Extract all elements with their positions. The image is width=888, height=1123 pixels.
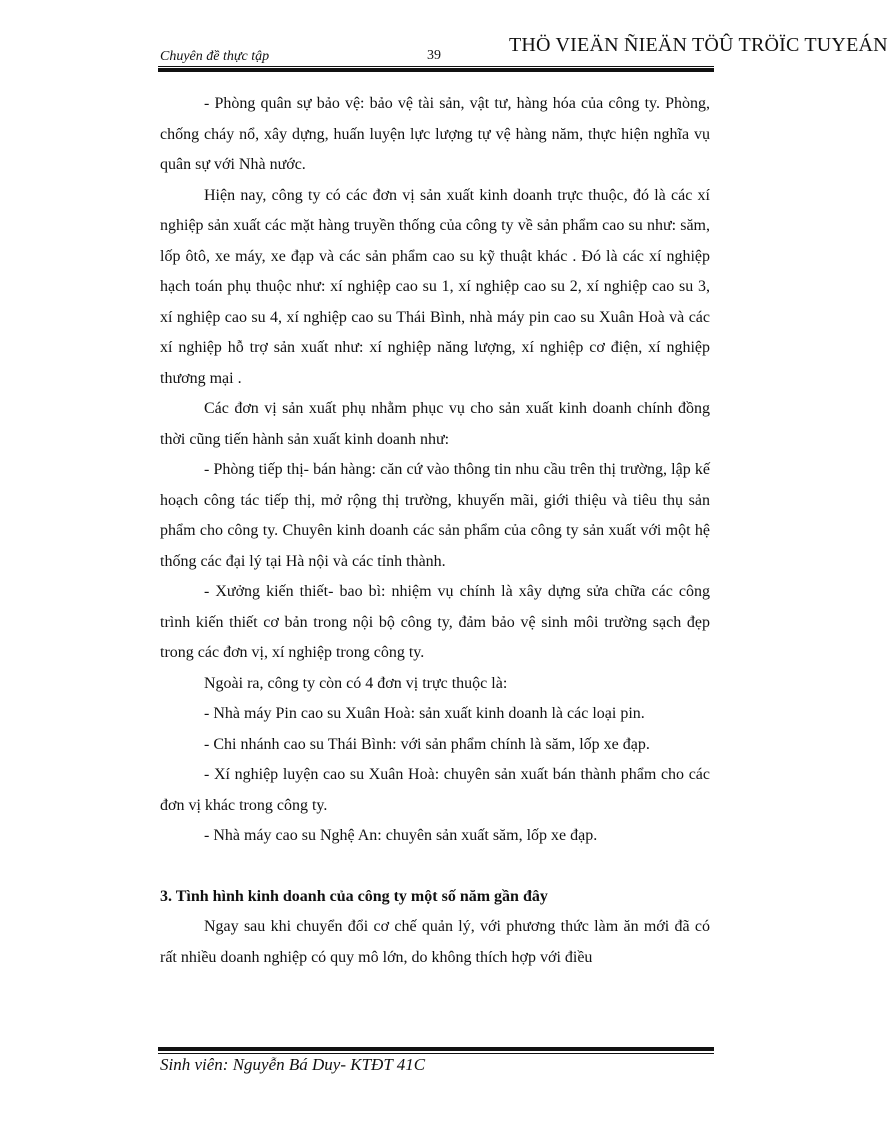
- paragraph: Các đơn vị sản xuất phụ nhằm phục vụ cho sản xuất kinh doanh chính đồng thời cũng tiến hành sản xuất kinh doanh như:: [160, 400, 710, 448]
- paragraph: - Phòng tiếp thị- bán hàng: căn cứ vào thông tin nhu cầu trên thị trường, lập kế hoạch công tác tiếp thị, mở rộng thị trường, khuyến mãi, giới thiệu và tiêu thụ sản phẩm cho công ty. Chuyên kinh doanh các sản phẩm của công ty sản xuất với một hệ thống các đại lý tại Hà nội và các tỉnh thành.: [160, 461, 710, 570]
- paragraph: - Xưởng kiến thiết- bao bì: nhiệm vụ chính là xây dựng sửa chữa các công trình kiến thiết cơ bản trong nội bộ công ty, đảm bảo vệ sinh môi trường sạch đẹp trong các đơn vị, xí nghiệp trong công ty.: [160, 583, 710, 661]
- paragraph: Ngay sau khi chuyển đổi cơ chế quản lý, với phương thức làm ăn mới đã có rất nhiều doanh nghiệp có quy mô lớn, do không thích hợp với điều: [160, 918, 710, 966]
- paragraph: - Phòng quân sự bảo vệ: bảo vệ tài sản, vật tư, hàng hóa của công ty. Phòng, chống cháy nổ, xây dựng, huấn luyện lực lượng tự vệ hàng năm, thực hiện nghĩa vụ quân sự với Nhà nước.: [160, 95, 710, 173]
- header-rule-thin: [158, 66, 714, 67]
- paragraph: - Nhà máy Pin cao su Xuân Hoà: sản xuất kinh doanh là các loại pin.: [204, 705, 645, 722]
- page-number: 39: [427, 48, 441, 63]
- paragraph: - Chi nhánh cao su Thái Bình: với sản phẩm chính là săm, lốp xe đạp.: [204, 735, 650, 753]
- paragraph: Hiện nay, công ty có các đơn vị sản xuất kinh doanh trực thuộc, đó là các xí nghiệp sản xuất các mặt hàng truyền thống của công ty về sản phẩm cao su như: săm, lốp ôtô, xe máy, xe đạp và các sản phẩm cao su kỹ thuật khác . Đó là các xí nghiệp hạch toán phụ thuộc như: xí nghiệp cao su 1, xí nghiệp cao su 2, xí nghiệp cao su 3, xí nghiệp cao su 4, xí nghiệp cao su Thái Bình, nhà máy pin cao su Xuân Hoà và các xí nghiệp hỗ trợ sản xuất như: xí nghiệp năng lượng, xí nghiệp cơ điện, xí nghiệp thương mại .: [160, 186, 710, 387]
- section-heading: 3. Tình hình kinh doanh của công ty một số năm gần đây: [160, 887, 548, 905]
- paragraph: Ngoài ra, công ty còn có 4 đơn vị trực thuộc là:: [204, 674, 508, 692]
- header-rule-thick: [158, 68, 714, 72]
- footer-rule-thick: [158, 1047, 714, 1051]
- paragraph: - Xí nghiệp luyện cao su Xuân Hoà: chuyên sản xuất bán thành phẩm cho các đơn vị khác trong công ty.: [160, 766, 710, 814]
- header-title: Chuyên đề thực tập: [160, 49, 270, 64]
- header-watermark: THÖ VIEÄN ÑIEÄN TÖÛ TRÖÏC TUYEÁN: [509, 34, 888, 56]
- document-body: [160, 89, 710, 973]
- paragraph: - Nhà máy cao su Nghệ An: chuyên sản xuất săm, lốp xe đạp.: [204, 827, 598, 844]
- footer-rule-thin: [158, 1053, 714, 1054]
- footer-author: Sinh viên: Nguyễn Bá Duy- KTĐT 41C: [160, 1055, 426, 1074]
